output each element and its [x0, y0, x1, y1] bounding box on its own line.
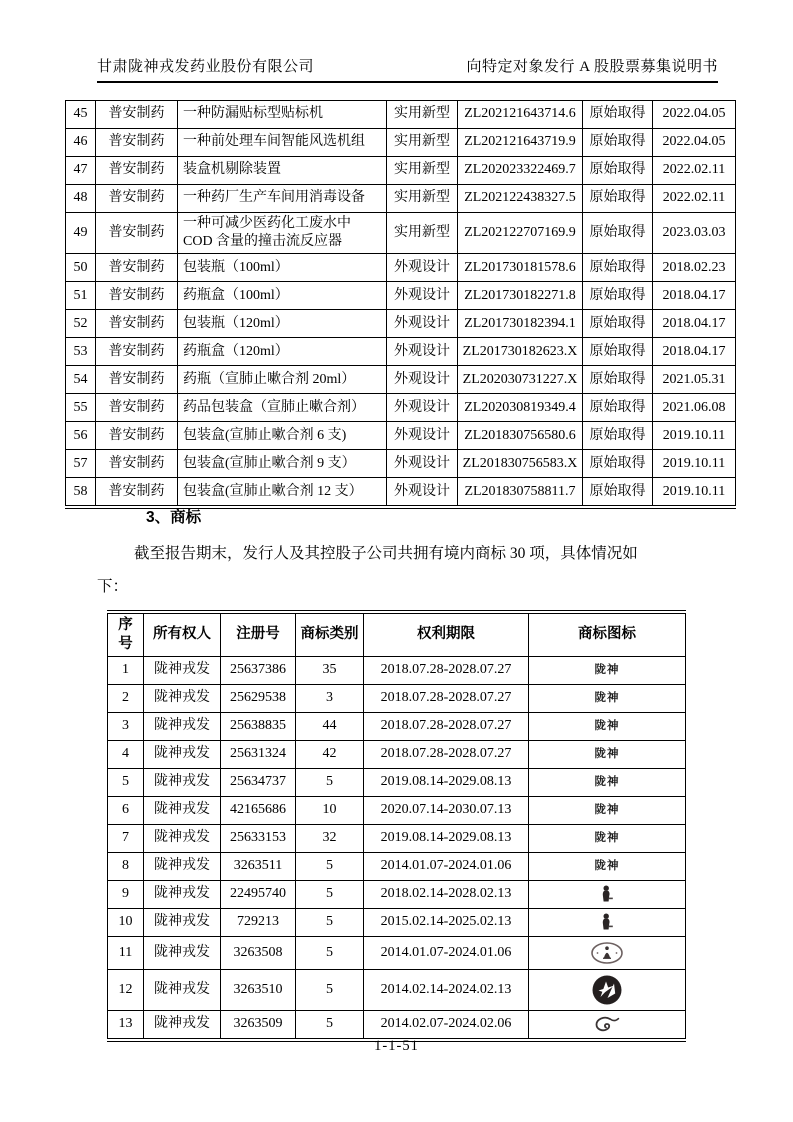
trademark-logo-cell	[529, 1010, 686, 1040]
patent-type: 外观设计	[387, 366, 458, 394]
patent-name: 药品包装盒（宣肺止嗽合剂）	[178, 394, 387, 422]
col-header-class: 商标类别	[296, 612, 364, 656]
trademark-owner: 陇神戎发	[144, 880, 221, 908]
trademark-table-row	[108, 969, 686, 1010]
longshen-wordmark-logo: 陇神	[594, 720, 620, 733]
patent-seq: 58	[66, 478, 96, 508]
patent-table-row	[66, 282, 736, 310]
trademark-class: 32	[296, 824, 364, 852]
trademark-logo-cell	[529, 768, 686, 796]
patent-table-row	[66, 213, 736, 254]
trademark-period: 2014.02.07-2024.02.06	[364, 1010, 529, 1040]
trademark-logo-cell	[529, 824, 686, 852]
patent-number: ZL201730182271.8	[458, 282, 583, 310]
trademark-class: 5	[296, 969, 364, 1010]
trademark-owner: 陇神戎发	[144, 768, 221, 796]
trademark-seq: 5	[108, 768, 144, 796]
trademark-table-row	[108, 824, 686, 852]
trademark-table-row	[108, 908, 686, 936]
patent-table-row	[66, 450, 736, 478]
patent-name: 一种前处理车间智能风选机组	[178, 129, 387, 157]
trademark-class: 5	[296, 1010, 364, 1040]
trademark-class: 5	[296, 908, 364, 936]
trademark-seq: 7	[108, 824, 144, 852]
trademark-logo-cell	[529, 969, 686, 1010]
trademark-class: 5	[296, 852, 364, 880]
trademark-period: 2019.08.14-2029.08.13	[364, 768, 529, 796]
trademark-class: 5	[296, 768, 364, 796]
trademark-period: 2014.01.07-2024.01.06	[364, 852, 529, 880]
patent-owner: 普安制药	[96, 254, 178, 282]
patent-owner: 普安制药	[96, 157, 178, 185]
patent-name: 包装盒(宣肺止嗽合剂 12 支）	[178, 478, 387, 508]
patent-grant-date: 2022.04.05	[653, 101, 736, 129]
trademark-reg-number: 25631324	[221, 740, 296, 768]
patent-table-row	[66, 394, 736, 422]
patent-name: 包装盒(宣肺止嗽合剂 9 支）	[178, 450, 387, 478]
figure-silhouette-logo	[600, 913, 614, 931]
col-header-reg-number: 注册号	[221, 612, 296, 656]
patent-acquisition-method: 原始取得	[583, 254, 653, 282]
trademark-period: 2014.02.14-2024.02.13	[364, 969, 529, 1010]
trademark-seq: 9	[108, 880, 144, 908]
patent-type: 外观设计	[387, 422, 458, 450]
page-header	[97, 55, 718, 83]
trademark-seq: 1	[108, 656, 144, 684]
trademark-seq: 4	[108, 740, 144, 768]
trademark-period: 2018.07.28-2028.07.27	[364, 684, 529, 712]
patent-grant-date: 2021.05.31	[653, 366, 736, 394]
section-heading-trademark: 3、商标	[146, 509, 202, 526]
patent-owner: 普安制药	[96, 310, 178, 338]
patent-acquisition-method: 原始取得	[583, 185, 653, 213]
patent-type: 实用新型	[387, 185, 458, 213]
patent-number: ZL202030819349.4	[458, 394, 583, 422]
trademark-table-row	[108, 796, 686, 824]
patent-number: ZL202122438327.5	[458, 185, 583, 213]
trademark-reg-number: 42165686	[221, 796, 296, 824]
trademark-seq: 6	[108, 796, 144, 824]
patent-number: ZL202121643719.9	[458, 129, 583, 157]
trademark-logo-cell	[529, 656, 686, 684]
patent-number: ZL202030731227.X	[458, 366, 583, 394]
trademarks-table-body	[108, 656, 686, 1040]
trademark-table-row	[108, 936, 686, 969]
patent-table-row	[66, 185, 736, 213]
longshen-wordmark-logo: 陇神	[594, 692, 620, 705]
patent-owner: 普安制药	[96, 422, 178, 450]
patent-owner: 普安制药	[96, 366, 178, 394]
patent-owner: 普安制药	[96, 129, 178, 157]
calligraphic-swirl-logo	[593, 1015, 621, 1033]
trademark-reg-number: 3263510	[221, 969, 296, 1010]
patents-table	[65, 100, 736, 509]
trademarks-header-row	[108, 612, 686, 656]
patent-grant-date: 2018.04.17	[653, 310, 736, 338]
patent-type: 实用新型	[387, 157, 458, 185]
patent-seq: 46	[66, 129, 96, 157]
trademark-reg-number: 3263511	[221, 852, 296, 880]
patent-number: ZL201730181578.6	[458, 254, 583, 282]
patent-name: 一种防漏贴标型贴标机	[178, 101, 387, 129]
patent-owner: 普安制药	[96, 213, 178, 254]
trademark-table-row	[108, 740, 686, 768]
trademark-period: 2019.08.14-2029.08.13	[364, 824, 529, 852]
patent-seq: 51	[66, 282, 96, 310]
trademark-table-row	[108, 880, 686, 908]
header-doc-title: 向特定对象发行 A 股股票募集说明书	[466, 59, 718, 75]
patent-acquisition-method: 原始取得	[583, 422, 653, 450]
page-number: 1-1-51	[374, 1038, 419, 1054]
trademark-reg-number: 3263509	[221, 1010, 296, 1040]
patent-seq: 45	[66, 101, 96, 129]
trademark-reg-number: 25629538	[221, 684, 296, 712]
trademark-class: 44	[296, 712, 364, 740]
trademark-seq: 8	[108, 852, 144, 880]
patent-grant-date: 2018.04.17	[653, 282, 736, 310]
patent-seq: 52	[66, 310, 96, 338]
patent-grant-date: 2022.02.11	[653, 157, 736, 185]
trademark-reg-number: 25637386	[221, 656, 296, 684]
trademark-owner: 陇神戎发	[144, 684, 221, 712]
trademark-class: 42	[296, 740, 364, 768]
trademark-class: 5	[296, 936, 364, 969]
patent-seq: 47	[66, 157, 96, 185]
patent-grant-date: 2018.02.23	[653, 254, 736, 282]
patent-type: 外观设计	[387, 450, 458, 478]
trademark-owner: 陇神戎发	[144, 796, 221, 824]
patent-grant-date: 2019.10.11	[653, 478, 736, 508]
trademarks-table-header	[108, 612, 686, 656]
trademark-table-row	[108, 656, 686, 684]
patent-owner: 普安制药	[96, 101, 178, 129]
col-header-period: 权利期限	[364, 612, 529, 656]
trademark-owner: 陇神戎发	[144, 969, 221, 1010]
trademark-period: 2018.07.28-2028.07.27	[364, 712, 529, 740]
trademark-period: 2014.01.07-2024.01.06	[364, 936, 529, 969]
trademark-table-row	[108, 852, 686, 880]
patent-number: ZL201730182623.X	[458, 338, 583, 366]
trademark-class: 10	[296, 796, 364, 824]
trademark-owner: 陇神戎发	[144, 712, 221, 740]
trademark-seq: 3	[108, 712, 144, 740]
trademarks-table	[107, 610, 686, 1042]
trademark-table-row	[108, 768, 686, 796]
patent-name: 药瓶盒（100ml）	[178, 282, 387, 310]
trademark-owner: 陇神戎发	[144, 656, 221, 684]
patent-number: ZL201830758811.7	[458, 478, 583, 508]
trademark-table-row	[108, 712, 686, 740]
patent-number: ZL202023322469.7	[458, 157, 583, 185]
patent-number: ZL201830756580.6	[458, 422, 583, 450]
patent-type: 外观设计	[387, 254, 458, 282]
trademark-logo-cell	[529, 684, 686, 712]
trademark-logo-cell	[529, 880, 686, 908]
trademark-period: 2018.07.28-2028.07.27	[364, 740, 529, 768]
patent-owner: 普安制药	[96, 478, 178, 508]
trademark-owner: 陇神戎发	[144, 936, 221, 969]
patent-grant-date: 2018.04.17	[653, 338, 736, 366]
patent-seq: 50	[66, 254, 96, 282]
patent-number: ZL202122707169.9	[458, 213, 583, 254]
trademark-seq: 13	[108, 1010, 144, 1040]
trademark-reg-number: 25634737	[221, 768, 296, 796]
trademark-owner: 陇神戎发	[144, 1010, 221, 1040]
patent-seq: 55	[66, 394, 96, 422]
trademark-logo-cell	[529, 740, 686, 768]
patent-type: 外观设计	[387, 282, 458, 310]
col-header-seq: 序号	[108, 612, 144, 656]
patent-name: 一种可减少医药化工废水中 COD 含量的撞击流反应器	[178, 213, 387, 254]
patent-acquisition-method: 原始取得	[583, 213, 653, 254]
trademark-intro-paragraph	[97, 537, 719, 603]
patent-type: 实用新型	[387, 213, 458, 254]
trademark-class: 35	[296, 656, 364, 684]
patent-seq: 53	[66, 338, 96, 366]
patent-number: ZL201830756583.X	[458, 450, 583, 478]
trademark-period: 2020.07.14-2030.07.13	[364, 796, 529, 824]
patent-seq: 56	[66, 422, 96, 450]
patent-name: 包装瓶（100ml）	[178, 254, 387, 282]
patent-table-row	[66, 310, 736, 338]
trademark-seq: 11	[108, 936, 144, 969]
patent-type: 外观设计	[387, 478, 458, 508]
patent-table-row	[66, 129, 736, 157]
trademark-period: 2018.02.14-2028.02.13	[364, 880, 529, 908]
trademark-period: 2015.02.14-2025.02.13	[364, 908, 529, 936]
patent-type: 外观设计	[387, 310, 458, 338]
patent-table-row	[66, 254, 736, 282]
patent-number: ZL201730182394.1	[458, 310, 583, 338]
patent-name: 药瓶（宣肺止嗽合剂 20ml）	[178, 366, 387, 394]
patent-seq: 57	[66, 450, 96, 478]
trademark-reg-number: 729213	[221, 908, 296, 936]
longshen-wordmark-logo: 陇神	[594, 804, 620, 817]
trademark-logo-cell	[529, 712, 686, 740]
figure-silhouette-logo	[600, 885, 614, 903]
dark-circle-crane-logo	[591, 974, 623, 1006]
patent-acquisition-method: 原始取得	[583, 157, 653, 185]
patent-owner: 普安制药	[96, 282, 178, 310]
patent-acquisition-method: 原始取得	[583, 450, 653, 478]
trademark-logo-cell	[529, 796, 686, 824]
longshen-wordmark-logo: 陇神	[594, 664, 620, 677]
trademark-seq: 12	[108, 969, 144, 1010]
patent-number: ZL202121643714.6	[458, 101, 583, 129]
trademark-logo-cell	[529, 908, 686, 936]
patent-type: 实用新型	[387, 129, 458, 157]
patent-grant-date: 2019.10.11	[653, 422, 736, 450]
patent-table-row	[66, 157, 736, 185]
trademark-seq: 10	[108, 908, 144, 936]
patent-table-row	[66, 478, 736, 508]
longshen-wordmark-logo: 陇神	[594, 832, 620, 845]
patent-name: 装盒机剔除装置	[178, 157, 387, 185]
paragraph-line: 下：	[97, 578, 129, 595]
patent-grant-date: 2019.10.11	[653, 450, 736, 478]
trademark-reg-number: 22495740	[221, 880, 296, 908]
trademark-table-row	[108, 1010, 686, 1040]
patent-acquisition-method: 原始取得	[583, 101, 653, 129]
patent-acquisition-method: 原始取得	[583, 366, 653, 394]
patent-seq: 48	[66, 185, 96, 213]
patent-type: 外观设计	[387, 338, 458, 366]
trademark-class: 3	[296, 684, 364, 712]
patent-seq: 54	[66, 366, 96, 394]
trademark-period: 2018.07.28-2028.07.27	[364, 656, 529, 684]
trademark-reg-number: 25633153	[221, 824, 296, 852]
trademark-seq: 2	[108, 684, 144, 712]
patent-table-row	[66, 101, 736, 129]
trademark-owner: 陇神戎发	[144, 740, 221, 768]
trademark-owner: 陇神戎发	[144, 908, 221, 936]
patent-grant-date: 2023.03.03	[653, 213, 736, 254]
patent-acquisition-method: 原始取得	[583, 129, 653, 157]
trademark-reg-number: 25638835	[221, 712, 296, 740]
longshen-wordmark-logo: 陇神	[594, 860, 620, 873]
trademark-logo-cell	[529, 852, 686, 880]
trademark-reg-number: 3263508	[221, 936, 296, 969]
col-header-logo: 商标图标	[529, 612, 686, 656]
patent-type: 外观设计	[387, 394, 458, 422]
patent-name: 一种药厂生产车间用消毒设备	[178, 185, 387, 213]
patent-table-row	[66, 338, 736, 366]
patent-acquisition-method: 原始取得	[583, 282, 653, 310]
patent-table-row	[66, 422, 736, 450]
patent-owner: 普安制药	[96, 338, 178, 366]
patents-table-body	[66, 101, 736, 508]
patent-grant-date: 2021.06.08	[653, 394, 736, 422]
oval-seal-logo	[590, 941, 624, 965]
longshen-wordmark-logo: 陇神	[594, 776, 620, 789]
patent-table-row	[66, 366, 736, 394]
patent-acquisition-method: 原始取得	[583, 394, 653, 422]
col-header-owner: 所有权人	[144, 612, 221, 656]
header-company-name: 甘肃陇神戎发药业股份有限公司	[97, 59, 315, 75]
patent-owner: 普安制药	[96, 394, 178, 422]
trademark-owner: 陇神戎发	[144, 824, 221, 852]
patent-acquisition-method: 原始取得	[583, 338, 653, 366]
trademark-table-row	[108, 684, 686, 712]
patent-grant-date: 2022.02.11	[653, 185, 736, 213]
patent-acquisition-method: 原始取得	[583, 310, 653, 338]
patent-owner: 普安制药	[96, 185, 178, 213]
patent-owner: 普安制药	[96, 450, 178, 478]
patent-name: 药瓶盒（120ml）	[178, 338, 387, 366]
patent-seq: 49	[66, 213, 96, 254]
trademark-owner: 陇神戎发	[144, 852, 221, 880]
longshen-wordmark-logo: 陇神	[594, 748, 620, 761]
patent-acquisition-method: 原始取得	[583, 478, 653, 508]
patent-type: 实用新型	[387, 101, 458, 129]
patent-grant-date: 2022.04.05	[653, 129, 736, 157]
trademark-logo-cell	[529, 936, 686, 969]
trademark-class: 5	[296, 880, 364, 908]
patent-name: 包装盒(宣肺止嗽合剂 6 支)	[178, 422, 387, 450]
patent-name: 包装瓶（120ml）	[178, 310, 387, 338]
paragraph-line: 截至报告期末，发行人及其控股子公司共拥有境内商标 30 项，具体情况如	[134, 545, 638, 562]
